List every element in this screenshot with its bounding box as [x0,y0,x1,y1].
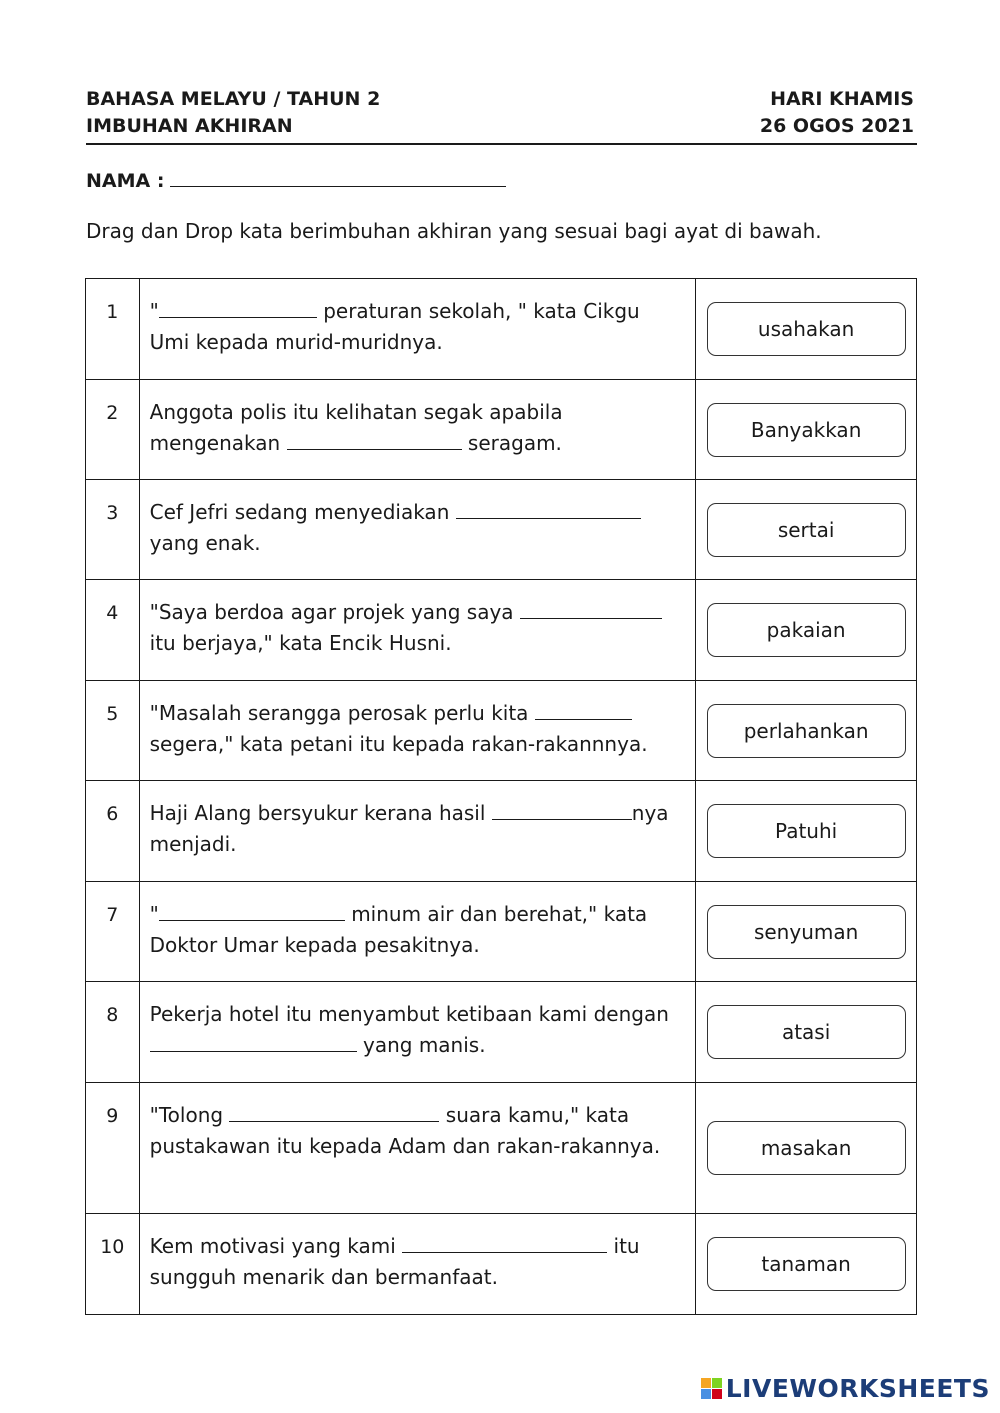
question-text-after: minum air dan berehat," kata Doktor Umar kepada pesakitnya. [149,902,648,957]
question-number: 2 [86,380,140,480]
answer-cell [696,279,917,380]
question-row [86,681,917,781]
name-blank-line [170,168,506,187]
question-number: 1 [86,279,140,380]
date-label: 26 OGOS 2021 [759,115,914,137]
subject-title: BAHASA MELAYU / TAHUN 2 [86,88,381,110]
question-number: 9 [86,1083,140,1214]
header-divider [86,143,917,145]
drop-target-blank[interactable] [229,1103,439,1122]
name-field [86,168,506,192]
question-text [139,380,696,480]
question-text [139,279,696,380]
question-text-after: peraturan sekolah, " kata Cikgu Umi kepada murid-muridnya. [149,299,640,354]
question-row [86,781,917,882]
question-text [139,882,696,982]
brand-icon [701,1378,722,1399]
draggable-word-chip[interactable]: pakaian [707,603,906,657]
answer-cell [696,1083,917,1214]
draggable-word-chip[interactable]: atasi [707,1005,906,1059]
question-text-after: suara kamu," kata pustakawan itu kepada Adam dan rakan-rakannya. [149,1103,661,1158]
topic-title: IMBUHAN AKHIRAN [86,115,293,137]
drop-target-blank[interactable] [159,299,317,318]
answer-cell [696,380,917,480]
draggable-word-chip[interactable]: perlahankan [707,704,906,758]
exercise-table [85,278,917,1315]
drop-target-blank[interactable] [150,1033,357,1052]
question-row [86,380,917,480]
question-text-after: itu berjaya," kata Encik Husni. [149,631,452,655]
question-text-before: Pekerja hotel itu menyambut ketibaan kami dengan [149,1002,669,1026]
draggable-word-chip[interactable]: masakan [707,1121,906,1175]
draggable-word-chip[interactable]: tanaman [707,1237,906,1291]
question-number: 7 [86,882,140,982]
brand-name: LIVEWORKSHEETS [725,1374,990,1403]
question-text-before: " [149,299,159,323]
question-text-after: segera," kata petani itu kepada rakan-rakannnya. [149,732,648,756]
question-text-before: Cef Jefri sedang menyediakan [149,500,456,524]
question-number: 3 [86,480,140,580]
question-text [139,781,696,882]
question-number: 10 [86,1214,140,1315]
question-row [86,480,917,580]
instruction-text: Drag dan Drop kata berimbuhan akhiran yang sesuai bagi ayat di bawah. [86,219,822,243]
answer-cell [696,681,917,781]
answer-cell [696,982,917,1083]
question-text-before: Haji Alang bersyukur kerana hasil [149,801,492,825]
name-label: NAMA : [86,170,165,192]
question-row [86,1083,917,1214]
header-left [86,86,380,140]
day-label: HARI KHAMIS [770,88,914,110]
drop-target-blank[interactable] [402,1234,607,1253]
header-right [760,86,914,140]
question-text-before: Anggota polis itu kelihatan segak apabila mengenakan [149,400,563,455]
drop-target-blank[interactable] [535,701,632,720]
draggable-word-chip[interactable]: usahakan [707,302,906,356]
answer-cell [696,480,917,580]
draggable-word-chip[interactable]: sertai [707,503,906,557]
question-text-after: itu sungguh menarik dan bermanfaat. [149,1234,640,1289]
answer-cell [696,781,917,882]
drop-target-blank[interactable] [159,902,345,921]
question-text [139,1214,696,1315]
question-text-after: seragam. [461,431,562,455]
question-text-before: Kem motivasi yang kami [149,1234,403,1258]
drop-target-blank[interactable] [287,431,462,450]
question-text-after: yang manis. [356,1033,486,1057]
question-row [86,279,917,380]
draggable-word-chip[interactable]: Banyakkan [707,403,906,457]
question-row [86,882,917,982]
question-number: 5 [86,681,140,781]
question-text-after: yang enak. [149,531,261,555]
question-text [139,480,696,580]
question-text-before: "Masalah serangga perosak perlu kita [149,701,535,725]
question-row [86,1214,917,1315]
question-text [139,681,696,781]
draggable-word-chip[interactable]: Patuhi [707,804,906,858]
answer-cell [696,882,917,982]
question-text-before: "Tolong [149,1103,230,1127]
question-text-after: nya menjadi. [149,801,669,856]
answer-cell [696,580,917,681]
question-text-before: " [149,902,159,926]
draggable-word-chip[interactable]: senyuman [707,905,906,959]
drop-target-blank[interactable] [456,500,641,519]
question-text [139,580,696,681]
drop-target-blank[interactable] [492,801,632,820]
answer-cell [696,1214,917,1315]
question-row [86,982,917,1083]
liveworksheets-logo [701,1374,990,1403]
question-number: 6 [86,781,140,882]
question-number: 4 [86,580,140,681]
question-number: 8 [86,982,140,1083]
question-text-before: "Saya berdoa agar projek yang saya [149,600,520,624]
question-text [139,982,696,1083]
drop-target-blank[interactable] [520,600,662,619]
question-row [86,580,917,681]
question-text [139,1083,696,1214]
